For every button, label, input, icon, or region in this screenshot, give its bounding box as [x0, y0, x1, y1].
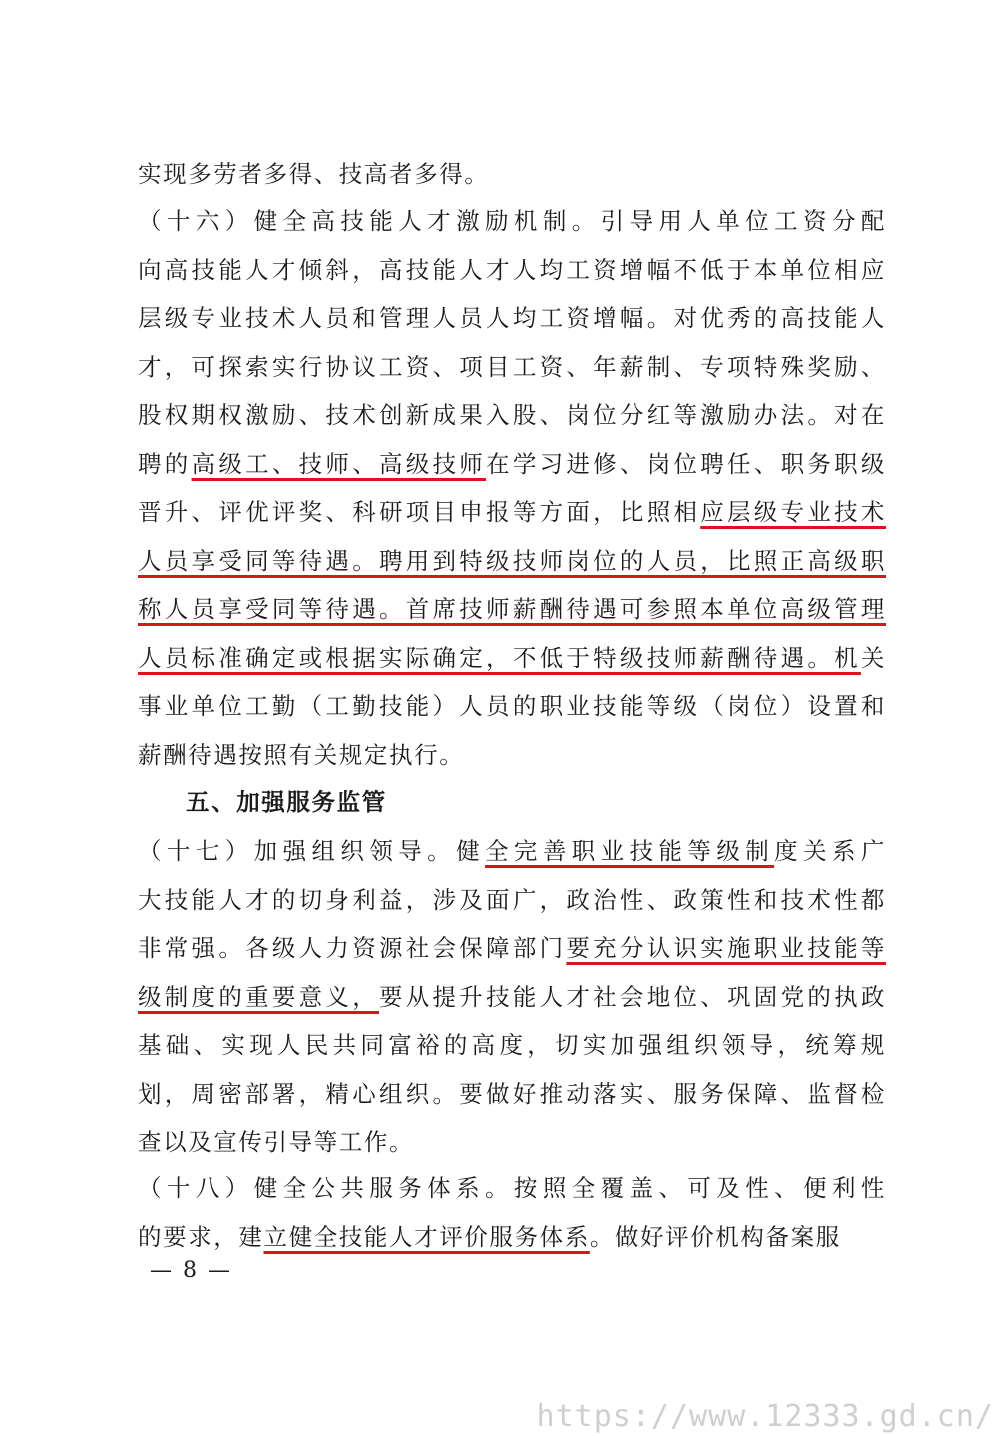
text-line: 才，可探索实行协议工资、项目工资、年薪制、专项特殊奖励、	[138, 352, 886, 381]
underline-emphasis: 称人员享受同等待遇。首席技师薪酬待遇可参照本单位高级管理	[138, 595, 886, 623]
text-line: 层级专业技术人员和管理人员人均工资增幅。对优秀的高技能人	[138, 304, 886, 332]
text-line: 的要求，建立健全技能人才评价服务体系。做好评价机构备案服	[138, 1222, 841, 1251]
text-line: 查以及宣传引导等工作。	[138, 1128, 415, 1156]
text-line: 级制度的重要意义，要从提升技能人才社会地位、巩固党的执政	[138, 982, 886, 1011]
text-line: 向高技能人才倾斜，高技能人才人均工资增幅不低于本单位相应	[138, 255, 886, 284]
underline-emphasis: 人员标准确定或根据实际确定，不低于特级技师薪酬待遇。机	[138, 643, 861, 672]
text-line: 聘的高级工、技师、高级技师在学习进修、岗位聘任、职务职级	[138, 449, 887, 478]
text-line: 划，周密部署，精心组织。要做好推动落实、服务保障、监督检	[138, 1079, 886, 1108]
section-title: 五、加强服务监管	[186, 788, 387, 816]
text-line: 薪酬待遇按照有关规定执行。	[138, 740, 465, 769]
underline-emphasis: 人员享受同等待遇。聘用到特级技师岗位的人员，比照正高级职	[138, 546, 886, 575]
underline-emphasis: 级制度的重要意义，	[138, 982, 379, 1011]
text-line: 实现多劳者多得、技高者多得。	[138, 160, 490, 188]
page-number: — 8 —	[150, 1258, 232, 1283]
text-line: 基础、实现人民共同富裕的高度，切实加强组织领导，统筹规	[138, 1031, 886, 1059]
text-line: （十八）健全公共服务体系。按照全覆盖、可及性、便利性	[138, 1174, 886, 1202]
underline-emphasis: 应层级专业技术	[700, 498, 886, 526]
text-line: 晋升、评优评奖、科研项目申报等方面，比照相应层级专业技术	[138, 498, 886, 526]
underline-emphasis: 高级工、技师、高级技师	[191, 449, 487, 478]
text-line	[138, 537, 886, 586]
text-line: 非常强。各级人力资源社会保障部门要充分认识实施职业技能等	[138, 934, 887, 962]
underline-emphasis: 要充分认识实施职业技能等	[566, 934, 887, 962]
paragraph-seventeen	[138, 827, 886, 1167]
text-line: （十七）加强组织领导。健全完善职业技能等级制度关系广	[138, 837, 887, 865]
site-watermark: https://www.12333.gd.cn/	[536, 1399, 994, 1434]
text-line: （十六）健全高技能人才激励机制。引导用人单位工资分配	[138, 207, 886, 235]
underline-emphasis: 立健全技能人才评价服务体系	[263, 1222, 590, 1251]
text-line: 股权期权激励、技术创新成果入股、岗位分红等激励办法。对在	[138, 401, 886, 429]
text-line: 人员标准确定或根据实际确定，不低于特级技师薪酬待遇。机关	[138, 643, 886, 672]
text-line: 事业单位工勤（工勤技能）人员的职业技能等级（岗位）设置和	[138, 692, 886, 720]
text-line	[138, 585, 886, 634]
paragraph-eighteen	[138, 1164, 886, 1261]
text-line: 大技能人才的切身利益，涉及面广，政治性、政策性和技术性都	[138, 885, 886, 914]
paragraph-intro	[138, 150, 886, 199]
underline-emphasis: 全完善职业技能等级制	[485, 837, 775, 865]
paragraph-sixteen	[138, 197, 886, 779]
